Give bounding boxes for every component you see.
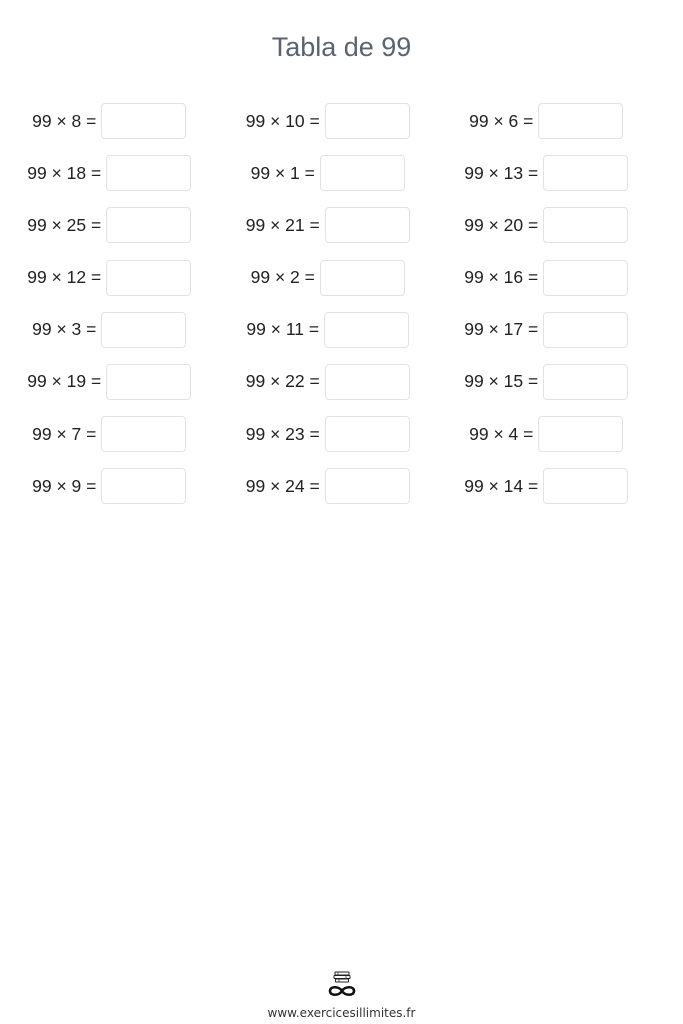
multiplication-expression: 99 × 18 = <box>27 162 102 183</box>
answer-box[interactable] <box>106 364 191 400</box>
exercise-item <box>219 154 438 192</box>
multiplication-expression: 99 × 11 = <box>246 319 320 340</box>
page-footer <box>0 968 683 1020</box>
exercise-item <box>0 467 219 505</box>
answer-box[interactable] <box>543 468 628 504</box>
exercise-item <box>437 311 656 349</box>
multiplication-expression: 99 × 1 = <box>250 162 315 183</box>
exercise-item <box>0 415 219 453</box>
website-url[interactable]: www.exercicesillimites.fr <box>267 1006 416 1020</box>
answer-box[interactable] <box>320 260 405 296</box>
multiplication-expression: 99 × 3 = <box>32 319 97 340</box>
multiplication-expression: 99 × 12 = <box>27 267 102 288</box>
exercise-item <box>219 102 438 140</box>
multiplication-expression: 99 × 9 = <box>32 475 97 496</box>
answer-box[interactable] <box>101 416 186 452</box>
answer-box[interactable] <box>543 260 628 296</box>
multiplication-expression: 99 × 10 = <box>245 110 320 131</box>
answer-box[interactable] <box>106 260 191 296</box>
answer-box[interactable] <box>101 312 186 348</box>
exercise-row <box>0 102 683 140</box>
answer-box[interactable] <box>538 416 623 452</box>
answer-box[interactable] <box>320 155 405 191</box>
answer-box[interactable] <box>325 468 410 504</box>
exercise-item <box>437 415 656 453</box>
exercise-item <box>0 206 219 244</box>
infinity-books-logo-icon <box>325 968 359 1000</box>
exercise-item <box>219 206 438 244</box>
multiplication-expression: 99 × 22 = <box>245 371 320 392</box>
exercise-item <box>219 259 438 297</box>
exercise-item <box>219 467 438 505</box>
exercise-item <box>437 363 656 401</box>
answer-box[interactable] <box>101 103 186 139</box>
exercise-item <box>437 102 656 140</box>
exercise-item <box>437 259 656 297</box>
exercise-item <box>0 311 219 349</box>
exercise-item <box>0 363 219 401</box>
answer-box[interactable] <box>325 207 410 243</box>
multiplication-expression: 99 × 20 = <box>464 214 539 235</box>
multiplication-expression: 99 × 14 = <box>464 475 539 496</box>
exercise-row <box>0 363 683 401</box>
answer-box[interactable] <box>325 416 410 452</box>
multiplication-expression: 99 × 24 = <box>245 475 320 496</box>
exercise-item <box>219 415 438 453</box>
answer-box[interactable] <box>538 103 623 139</box>
multiplication-expression: 99 × 19 = <box>27 371 102 392</box>
multiplication-expression: 99 × 17 = <box>464 319 539 340</box>
answer-box[interactable] <box>543 155 628 191</box>
page-title: Tabla de 99 <box>271 32 412 62</box>
multiplication-expression: 99 × 7 = <box>32 423 97 444</box>
answer-box[interactable] <box>325 364 410 400</box>
multiplication-expression: 99 × 25 = <box>27 214 102 235</box>
exercise-row <box>0 206 683 244</box>
exercise-item <box>219 363 438 401</box>
answer-box[interactable] <box>101 468 186 504</box>
answer-box[interactable] <box>106 155 191 191</box>
answer-box[interactable] <box>543 364 628 400</box>
exercise-item <box>0 154 219 192</box>
answer-box[interactable] <box>543 207 628 243</box>
multiplication-expression: 99 × 21 = <box>245 214 320 235</box>
exercise-row <box>0 259 683 297</box>
multiplication-expression: 99 × 16 = <box>464 267 539 288</box>
exercise-item <box>437 206 656 244</box>
multiplication-expression: 99 × 4 = <box>469 423 534 444</box>
multiplication-expression: 99 × 15 = <box>464 371 539 392</box>
answer-box[interactable] <box>325 103 410 139</box>
exercise-item <box>437 154 656 192</box>
exercise-row <box>0 311 683 349</box>
answer-box[interactable] <box>543 312 628 348</box>
multiplication-expression: 99 × 8 = <box>32 110 97 131</box>
multiplication-expression: 99 × 13 = <box>464 162 539 183</box>
exercise-row <box>0 467 683 505</box>
exercise-grid <box>0 102 683 520</box>
multiplication-expression: 99 × 6 = <box>469 110 534 131</box>
multiplication-expression: 99 × 23 = <box>245 423 320 444</box>
answer-box[interactable] <box>106 207 191 243</box>
exercise-item <box>0 259 219 297</box>
multiplication-expression: 99 × 2 = <box>250 267 315 288</box>
exercise-row <box>0 415 683 453</box>
answer-box[interactable] <box>324 312 409 348</box>
exercise-item <box>219 311 438 349</box>
exercise-item <box>437 467 656 505</box>
exercise-item <box>0 102 219 140</box>
exercise-row <box>0 154 683 192</box>
